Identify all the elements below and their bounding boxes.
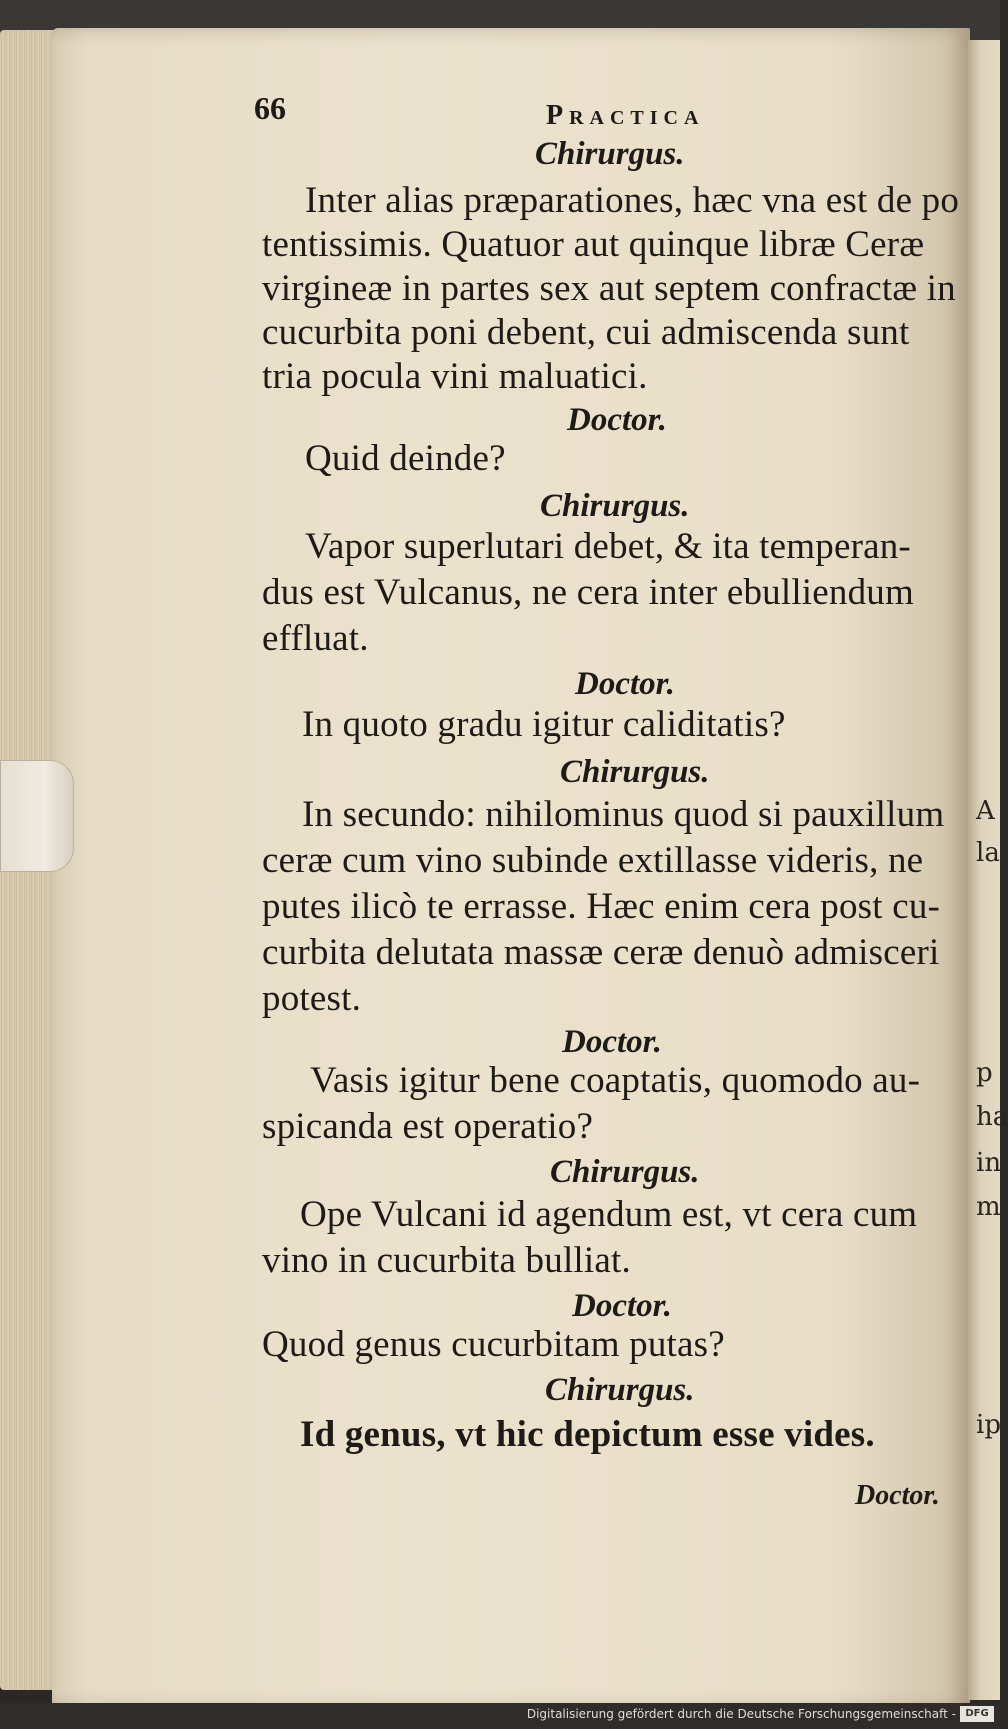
text-line: Vapor superlutari debet, & ita temperan- bbox=[305, 526, 911, 567]
text-line: curbita delutata massæ ceræ denuò admisceri bbox=[262, 932, 940, 973]
speaker-label: Doctor. bbox=[567, 402, 667, 438]
running-head: Practica bbox=[546, 100, 705, 131]
facing-fragment: ha bbox=[976, 1102, 1008, 1132]
speaker-label: Doctor. bbox=[575, 666, 675, 702]
text-line: vino in cucurbita bulliat. bbox=[262, 1240, 631, 1281]
text-line: Inter alias præparationes, hæc vna est de po bbox=[305, 180, 960, 221]
speaker-label: Doctor. bbox=[572, 1288, 672, 1324]
speaker-label: Chirurgus. bbox=[560, 754, 710, 790]
facing-fragment: p bbox=[976, 1058, 993, 1088]
speaker-label: Chirurgus. bbox=[545, 1372, 695, 1408]
text-line: potest. bbox=[262, 978, 362, 1019]
text-line: dus est Vulcanus, ne cera inter ebulliendum bbox=[262, 572, 914, 613]
text-line: putes ilicò te errasse. Hæc enim cera post cu- bbox=[262, 886, 941, 927]
dfg-logo: DFG bbox=[960, 1706, 994, 1722]
speaker-label: Chirurgus. bbox=[535, 136, 685, 172]
text-line: Vasis igitur bene coaptatis, quomodo au- bbox=[310, 1060, 921, 1101]
text-line: tria pocula vini maluatici. bbox=[262, 356, 648, 397]
text-line: Quid deinde? bbox=[305, 438, 506, 479]
speaker-label: Doctor. bbox=[562, 1024, 662, 1060]
text-line: Quod genus cucurbitam putas? bbox=[262, 1324, 725, 1365]
text-line: ceræ cum vino subinde extillasse videris, ne bbox=[262, 840, 924, 881]
catchword: Doctor. bbox=[855, 1480, 940, 1511]
speaker-label: Chirurgus. bbox=[550, 1154, 700, 1190]
text-line: effluat. bbox=[262, 618, 369, 659]
text-line: spicanda est operatio? bbox=[262, 1106, 594, 1147]
text-line: Id genus, vt hic depictum esse vides. bbox=[300, 1414, 875, 1455]
facing-fragment: in bbox=[976, 1148, 1002, 1178]
text-line: In secundo: nihilominus quod si pauxillum bbox=[302, 794, 945, 835]
speaker-label: Chirurgus. bbox=[540, 488, 690, 524]
text-line: tentissimis. Quatuor aut quinque libræ Ceræ bbox=[262, 224, 925, 265]
facing-fragment: ip bbox=[976, 1410, 1001, 1440]
text-line: Ope Vulcani id agendum est, vt cera cum bbox=[300, 1194, 918, 1235]
facing-fragment: m bbox=[976, 1192, 1001, 1222]
text-line: cucurbita poni debent, cui admiscenda sunt bbox=[262, 312, 910, 353]
text-line: virgineæ in partes sex aut septem confractæ in bbox=[262, 268, 956, 309]
digitization-credit: Digitalisierung gefördert durch die Deutsche Forschungsgemeinschaft - bbox=[526, 1707, 956, 1721]
facing-fragment: A bbox=[976, 796, 995, 826]
text-line: In quoto gradu igitur caliditatis? bbox=[302, 704, 786, 745]
facing-fragment: la bbox=[976, 838, 1000, 868]
folio-number: 66 bbox=[254, 90, 286, 126]
